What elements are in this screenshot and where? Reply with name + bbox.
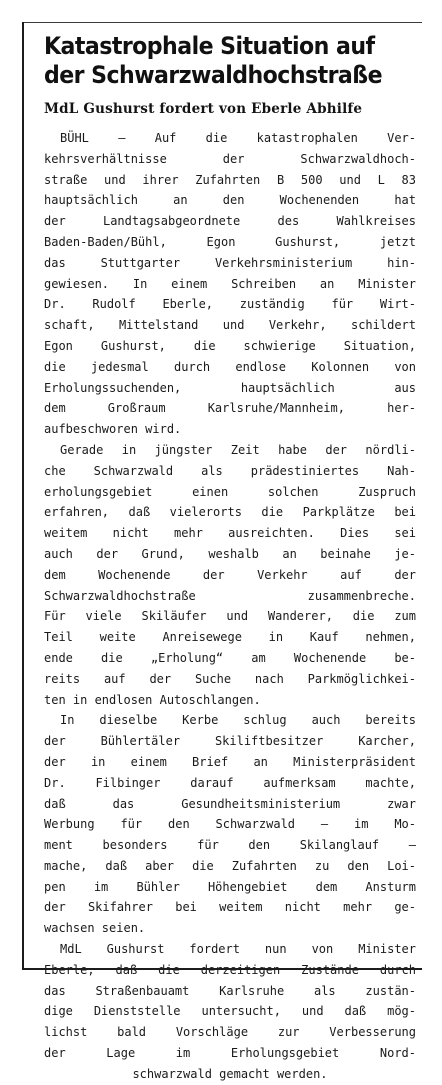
headline-line: der Schwarzwaldhochstraße [44, 61, 383, 89]
headline [44, 32, 394, 90]
article-line: das Stuttgarter Verkehrsministerium hin- [44, 255, 416, 270]
article-paragraph [44, 128, 416, 440]
article-line: BÜHL — Auf die katastrophalen Ver- [60, 131, 416, 145]
article-line: Egon Gushurst, die schwierige Situation, [44, 338, 416, 353]
article-line: Erholungssuchenden, hauptsächlich aus [44, 380, 416, 395]
article-line: mache, daß aber die Zufahrten zu den Loi- [44, 858, 416, 873]
article-line: erfahren, daß vielerorts die Parkplätze bei [44, 505, 416, 520]
article-line: der Skifahrer bei weitem nicht mehr ge- [44, 900, 416, 915]
article-line: gewiesen. In einem Schreiben an Minister [44, 276, 416, 291]
article-line: der in einem Brief an Ministerpräsident [44, 754, 416, 769]
article-line: schaft, Mittelstand und Verkehr, schildert [44, 318, 416, 333]
article-line: reits auf der Suche nach Parkmöglichkei- [44, 671, 416, 686]
article-line: Schwarzwaldhochstraße zusammenbreche. [44, 588, 416, 603]
article-line: das Straßenbauamt Karlsruhe als zustän- [44, 983, 416, 998]
article-line: wachsen seien. [44, 921, 146, 936]
article-line: lichst bald Vorschläge zur Verbesserung [44, 1025, 416, 1040]
article-line: weitem nicht mehr ausreichten. Dies sei [44, 526, 416, 541]
article-line: ende die „Erholung“ am Wochenende be- [44, 650, 416, 665]
article-line: ment besonders für den Skilanglauf — [44, 838, 416, 853]
article-line: Teil weite Anreisewege in Kauf nehmen, [44, 630, 416, 645]
article-line: Werbung für den Schwarzwald — im Mo- [44, 817, 416, 832]
article-line: che Schwarzwald als prädestiniertes Nah- [44, 463, 416, 478]
headline-line: Katastrophale Situation auf [44, 32, 375, 60]
article-line: Baden-Baden/Bühl, Egon Gushurst, jetzt [44, 234, 416, 249]
article-line: ten in endlosen Autoschlangen. [44, 692, 261, 707]
article-line: In dieselbe Kerbe schlug auch bereits [60, 713, 416, 728]
article-line: pen im Bühler Höhengebiet dem Ansturm [44, 879, 416, 894]
article-line: der Bühlertäler Skiliftbesitzer Karcher, [44, 734, 416, 749]
subheadline: MdL Gushurst fordert von Eberle Abhilfe [44, 101, 363, 117]
article-line: dem Wochenende der Verkehr auf der [44, 567, 416, 582]
article-line: kehrsverhältnisse der Schwarzwaldhoch- [44, 151, 416, 166]
article-line: Dr. Rudolf Eberle, zuständig für Wirt- [44, 297, 416, 312]
article-line: erholungsgebiet einen solchen Zuspruch [44, 484, 416, 499]
article-line: Für viele Skiläufer und Wanderer, die zum [44, 609, 416, 624]
article-line: aufbeschworen wird. [44, 422, 182, 437]
bottom-rule [22, 968, 422, 970]
article-line: der Landtagsabgeordnete des Wahlkreises [44, 214, 416, 229]
article-body [44, 128, 416, 1085]
article-line [44, 960, 416, 981]
article-line: straße und ihrer Zufahrten B 500 und L 83 [44, 172, 416, 187]
article-line: auch der Grund, weshalb an beinahe je- [44, 546, 416, 561]
left-border-rule [22, 22, 24, 970]
top-rule [22, 22, 422, 23]
article-line: die jedesmal durch endlose Kolonnen von [44, 359, 416, 374]
article-line: MdL Gushurst fordert nun von Minister [60, 942, 416, 957]
article-line: dem Großraum Karlsruhe/Mannheim, her- [44, 401, 416, 416]
article-line: dige Dienststelle untersucht, und daß mög- [44, 1004, 416, 1019]
article-paragraph [44, 710, 416, 939]
article-paragraph [44, 939, 416, 1085]
article-line: hauptsächlich an den Wochenenden hat [44, 193, 416, 208]
article-line: Gerade in jüngster Zeit habe der nördli- [60, 442, 416, 457]
article-line: schwarzwald gemacht werden. [132, 1066, 328, 1081]
article-line: der Lage im Erholungsgebiet Nord- [44, 1046, 416, 1061]
article-line: daß das Gesundheitsministerium zwar [44, 796, 416, 811]
article-paragraph [44, 440, 416, 710]
article-line: Dr. Filbinger darauf aufmerksam machte, [44, 775, 416, 790]
